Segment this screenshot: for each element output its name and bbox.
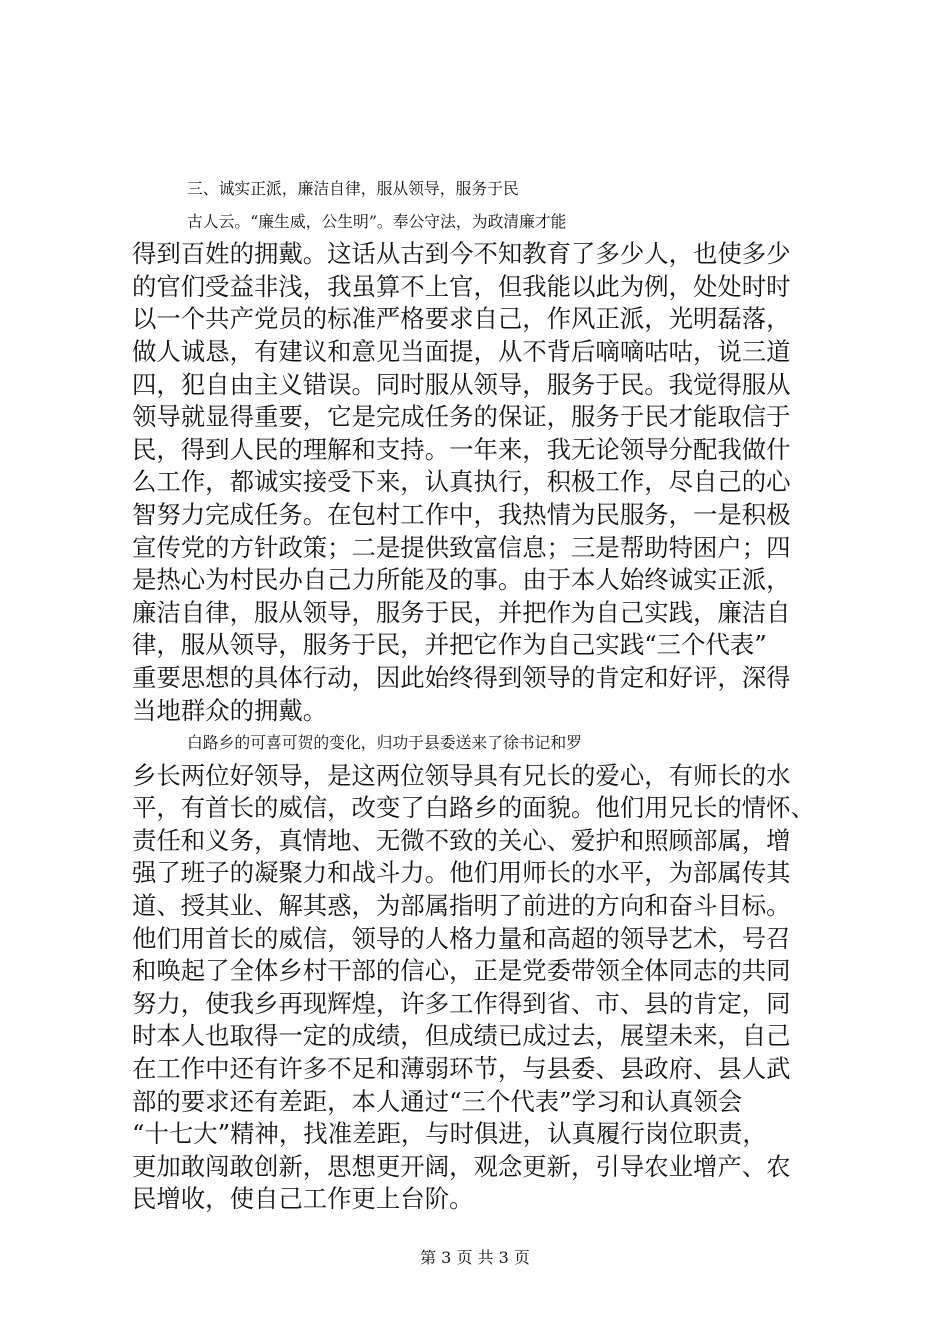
paragraph-line: 平，有首长的威信，改变了白路乡的面貌。他们用兄长的情怀、 — [132, 793, 815, 823]
paragraph-line: 做人诚恳，有建议和意见当面提，从不背后嘀嘀咕咕，说三道 — [132, 336, 791, 366]
paragraph-line: 强了班子的凝聚力和战斗力。他们用师长的水平，为部属传其 — [132, 858, 791, 888]
page-footer: 第 3 页 共 3 页 — [420, 1248, 530, 1267]
paragraph-line: 道、授其业、解其惑，为部属指明了前进的方向和奋斗目标。 — [132, 891, 791, 921]
paragraph-line: 智努力完成任务。在包村工作中，我热情为民服务，一是积极 — [132, 499, 791, 529]
paragraph-line: 以一个共产党员的标准严格要求自己，作风正派，光明磊落， — [132, 304, 791, 334]
paragraph-line: “十七大”精神，找准差距，与时俱进，认真履行岗位职责， — [132, 1119, 767, 1149]
paragraph-first-line: 古人云。“廉生威，公生明”。奉公守法，为政清廉才能 — [187, 211, 567, 231]
paragraph-line: 律，服从领导，服务于民，并把它作为自己实践“三个代表” — [132, 630, 767, 660]
paragraph-line: 四，犯自由主义错误。同时服从领导，服务于民。我觉得服从 — [132, 369, 791, 399]
paragraph-first-line: 三、诚实正派，廉洁自律，服从领导，服务于民 — [187, 179, 519, 198]
paragraph-line: 部的要求还有差距，本人通过“三个代表”学习和认真领会 — [132, 1086, 743, 1116]
paragraph-first-line: 白路乡的可喜可贺的变化，归功于县委送来了徐书记和罗 — [187, 733, 582, 753]
paragraph-line: 宣传党的方针政策；二是提供致富信息；三是帮助特困户；四 — [132, 532, 791, 562]
paragraph-line: 乡长两位好领导，是这两位领导具有兄长的爱心，有师长的水 — [132, 760, 791, 790]
paragraph-line: 么工作，都诚实接受下来，认真执行，积极工作，尽自己的心 — [132, 467, 791, 497]
paragraph-line: 是热心为村民办自己力所能及的事。由于本人始终诚实正派， — [132, 565, 791, 595]
paragraph-line: 更加敢闯敢创新，思想更开阔，观念更新，引导农业增产、农 — [132, 1151, 791, 1181]
paragraph-line: 重要思想的具体行动，因此始终得到领导的肯定和好评，深得 — [132, 662, 791, 692]
document-body — [132, 173, 838, 1216]
paragraph-line: 在工作中还有许多不足和薄弱环节，与县委、县政府、县人武 — [132, 1054, 791, 1084]
paragraph-line: 领导就显得重要，它是完成任务的保证，服务于民才能取信于 — [132, 402, 791, 432]
paragraph-line: 民增收，使自己工作更上台阶。 — [132, 1184, 474, 1214]
paragraph-line: 的官们受益非浅，我虽算不上官，但我能以此为例，处处时时 — [132, 271, 791, 301]
paragraph-line: 民，得到人民的理解和支持。一年来，我无论领导分配我做什 — [132, 434, 791, 464]
paragraph-line: 他们用首长的威信，领导的人格力量和高超的领导艺术，号召 — [132, 923, 791, 953]
paragraph-line: 廉洁自律，服从领导，服务于民，并把作为自己实践，廉洁自 — [132, 597, 791, 627]
paragraph-line: 得到百姓的拥戴。这话从古到今不知教育了多少人，也使多少 — [132, 239, 791, 269]
paragraph-line: 时本人也取得一定的成绩，但成绩已成过去，展望未来，自己 — [132, 1021, 791, 1051]
paragraph-line: 当地群众的拥戴。 — [132, 695, 328, 725]
paragraph-line: 努力，使我乡再现辉煌，许多工作得到省、市、县的肯定，同 — [132, 988, 791, 1018]
paragraph-line: 和唤起了全体乡村干部的信心，正是党委带领全体同志的共同 — [132, 956, 791, 986]
paragraph-line: 责任和义务，真情地、无微不致的关心、爱护和照顾部属，增 — [132, 825, 791, 855]
